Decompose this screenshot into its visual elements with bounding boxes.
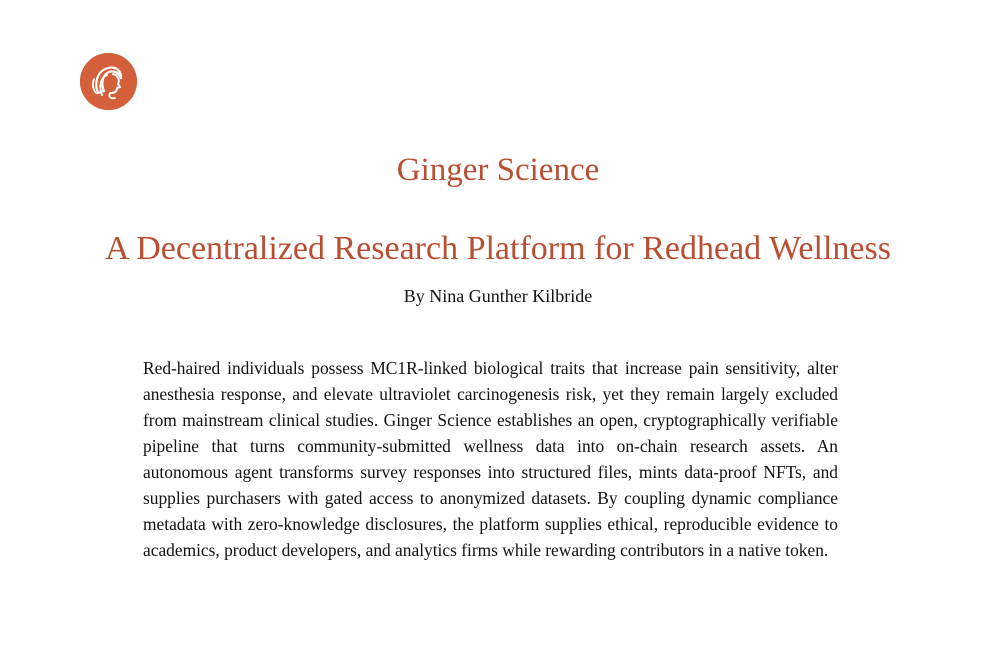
- author-line: By Nina Gunther Kilbride: [403, 286, 593, 306]
- paper-title: A Decentralized Research Platform for Redhead Wellness: [105, 230, 891, 267]
- abstract-paragraph: Red-haired individuals possess MC1R-linked biological traits that increase pain sensitivity, alter anesthesia response, and elevate ultraviolet carcinogenesis risk, yet they remain largely excluded from mainstream clinical studies. Ginger Science establishes an open, cryptographically verifiable pipeline that turns community-submitted wellness data into on-chain research assets. An autonomous agent transforms survey responses into structured files, mints data-proof NFTs, and supplies purchasers with gated access to anonymized datasets. By coupling dynamic compliance metadata with zero-knowledge disclosures, the platform supplies ethical, reproducible evidence to academics, product developers, and analytics firms while rewarding contributors in a native token.: [143, 358, 838, 560]
- logo: [80, 53, 137, 110]
- brand-name: Ginger Science: [396, 152, 600, 188]
- redhead-profile-logo-icon: [80, 53, 137, 110]
